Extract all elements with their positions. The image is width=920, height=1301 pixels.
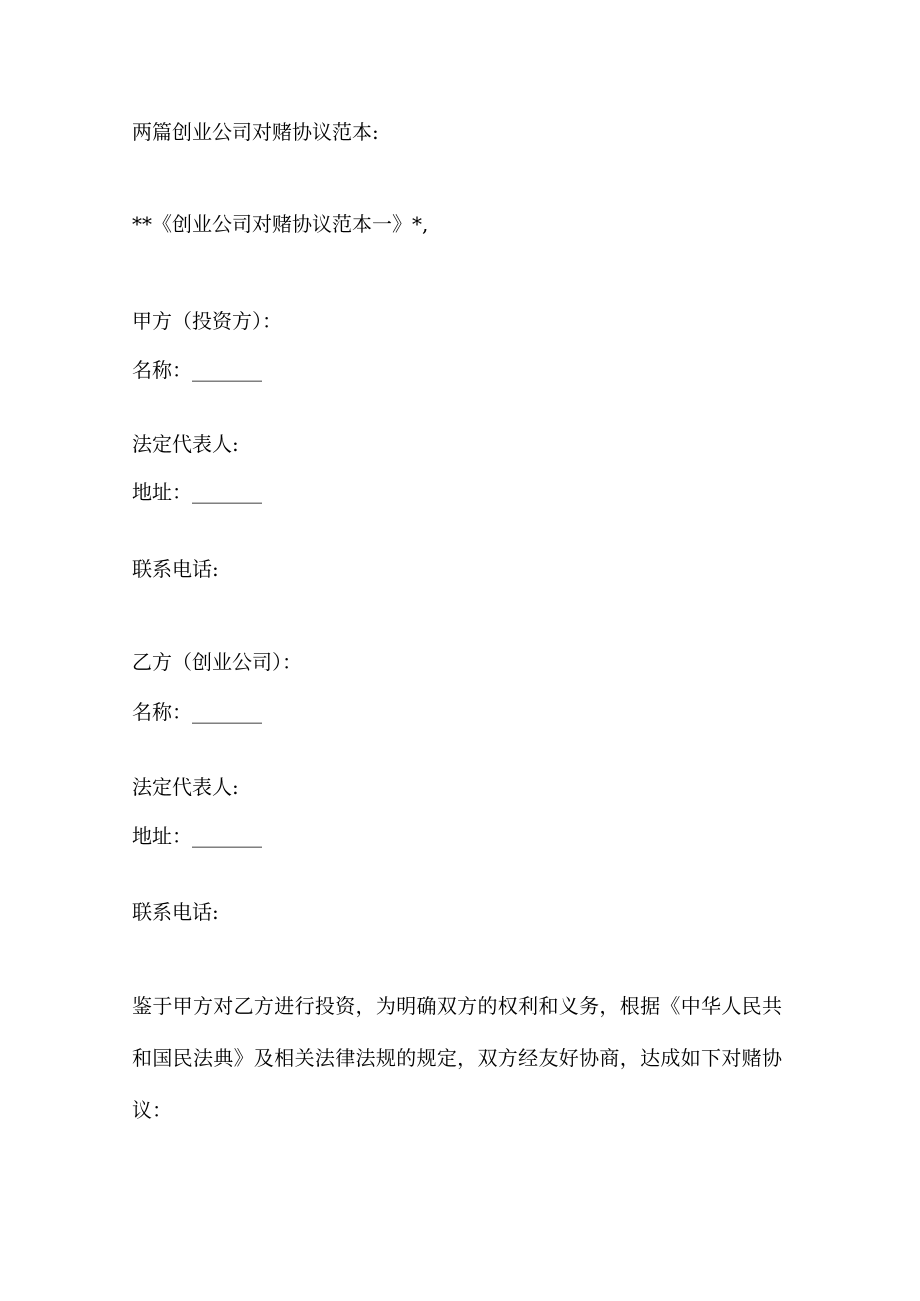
party-a-phone-label: 联系电话: [132,557,219,581]
party-a-address-label: 地址： [132,480,192,504]
party-b-representative-label: 法定代表人: [132,775,239,799]
party-a-title: 甲方（投资方）： [132,309,282,333]
party-b-address-field [132,822,262,850]
party-b-name-blank: _______ [192,700,262,724]
party-b-name-label: 名称： [132,700,192,724]
document-heading: 两篇创业公司对赌协议范本: [132,120,379,144]
party-b-title: 乙方（创业公司）： [132,650,302,674]
agreement-preamble: 鉴于甲方对乙方进行投资，为明确双方的权利和义务，根据《中华人民共和国民法典》及相关法律法规的规定，双方经友好协商，达成如下对赌协议： [132,994,782,1122]
party-b-address-label: 地址： [132,824,192,848]
party-a-name-label: 名称： [132,358,192,382]
party-b-phone-label: 联系电话: [132,900,219,924]
party-a-address-blank: _______ [192,480,262,504]
agreement-title: **《创业公司对赌协议范本一》*, [132,212,429,236]
party-a-name-field [132,356,262,384]
party-a-address-field [132,478,262,506]
party-b-name-field [132,698,262,726]
party-a-representative-label: 法定代表人: [132,432,239,456]
party-b-address-blank: _______ [192,824,262,848]
party-a-name-blank: _______ [192,358,262,382]
